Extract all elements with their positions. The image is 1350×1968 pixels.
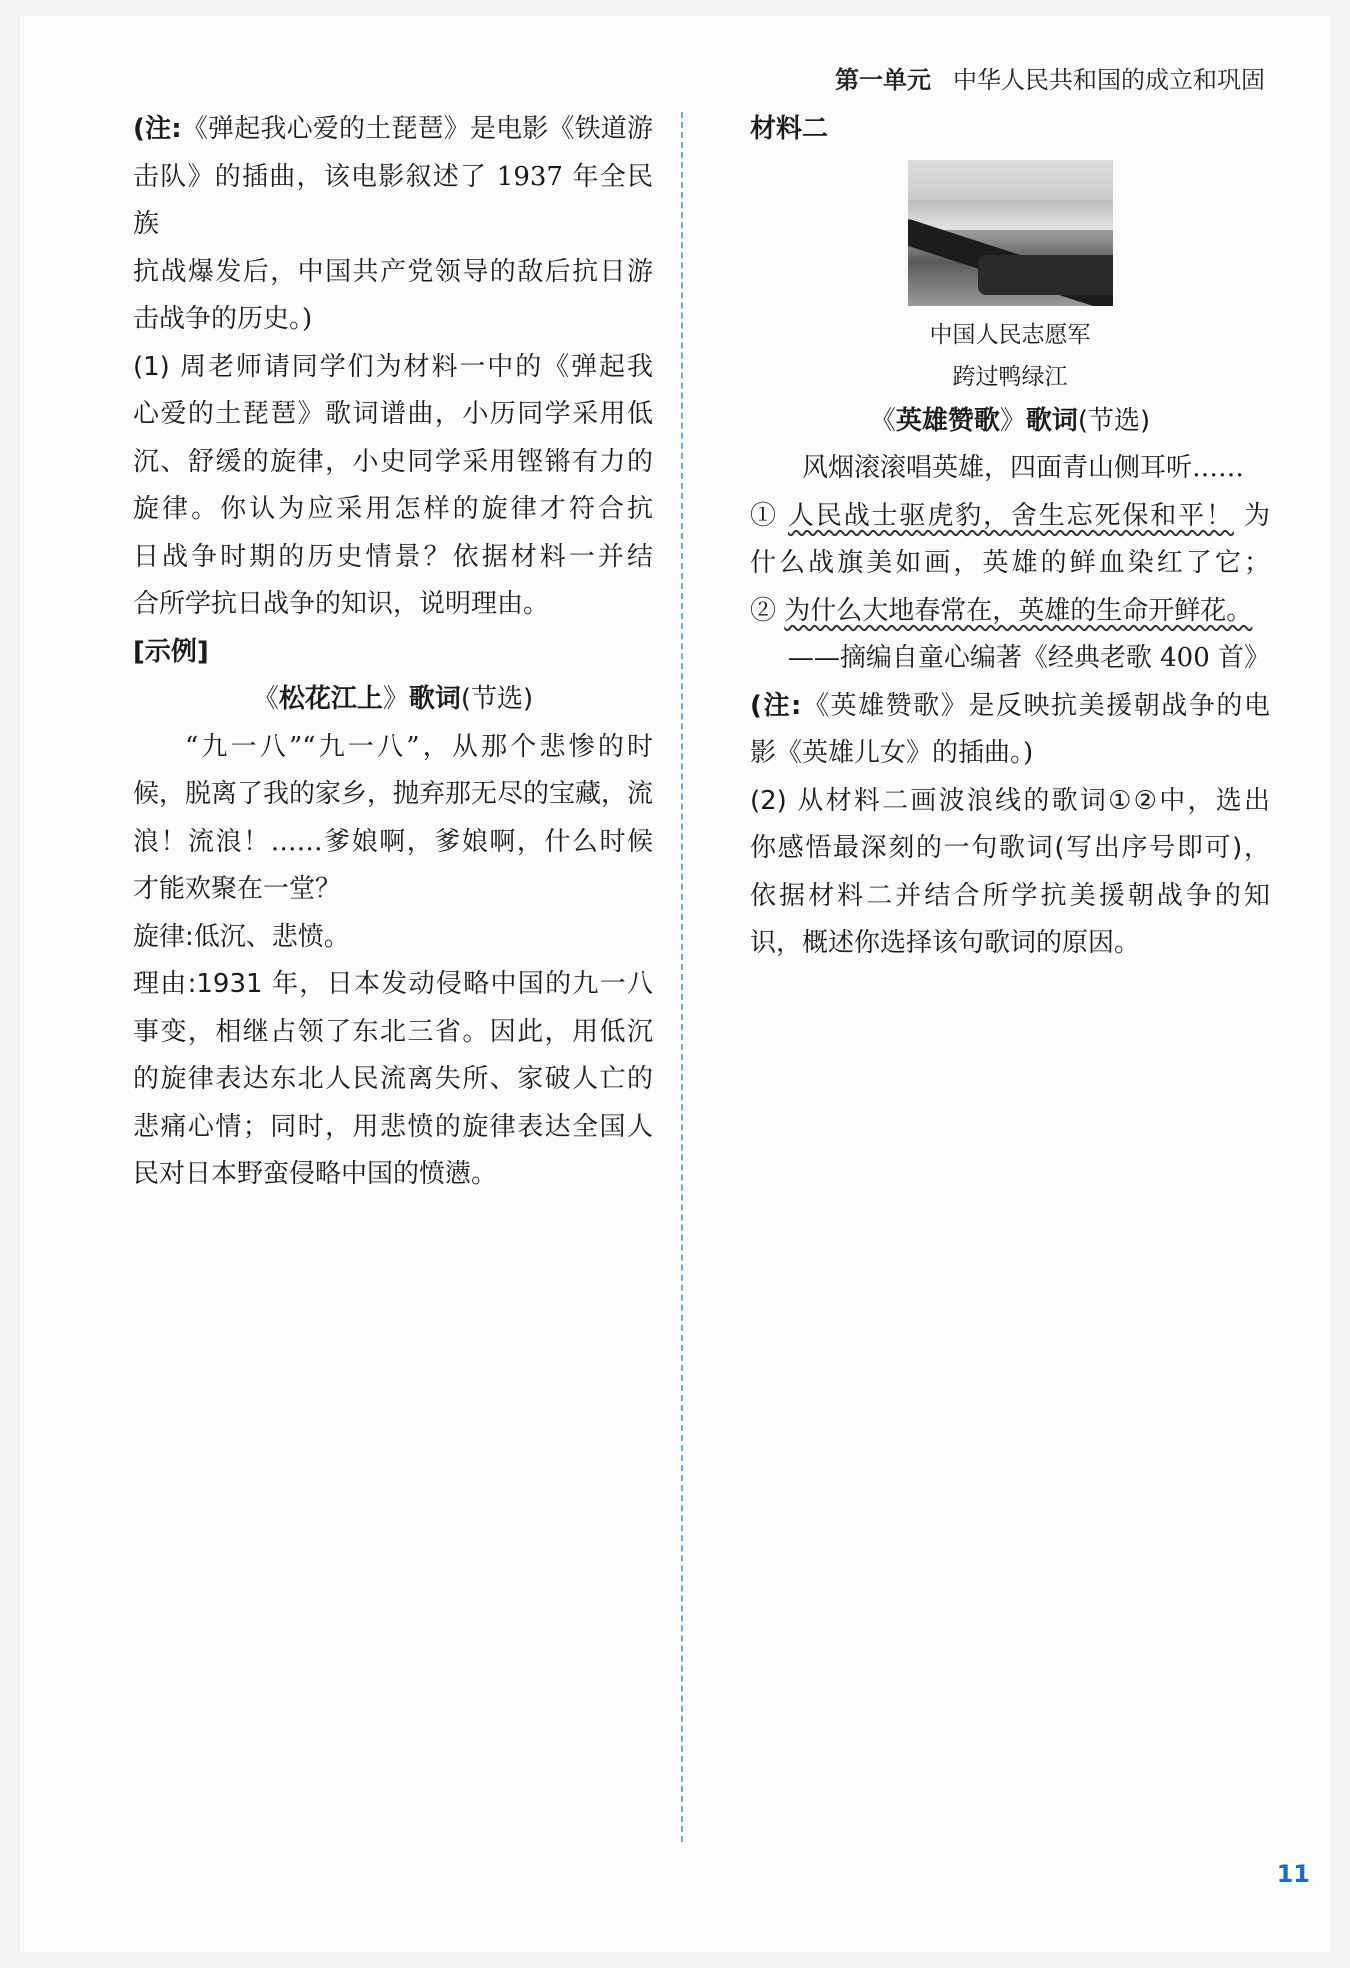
question-2-line: 你感悟最深刻的一句歌词(写出序号即可)， xyxy=(750,833,1270,863)
note-line: 影《英雄儿女》的插曲。) xyxy=(750,738,1034,768)
right-column xyxy=(750,106,1270,968)
wavy-lyric-2: 为什么大地春常在，英雄的生命开鲜花。 xyxy=(784,595,1253,626)
bracket: 《 xyxy=(252,684,279,714)
lyric-line: 候，脱离了我的家乡，抛弃那无尽的宝藏，流 xyxy=(133,779,654,809)
material-two-label: 材料二 xyxy=(750,114,829,144)
lyric-line: 什么战旗美如画，英雄的鲜血染红了它； xyxy=(750,548,1270,578)
lyric-line: 浪！流浪！……爹娘啊，爹娘啊，什么时候 xyxy=(133,826,653,857)
song2-title xyxy=(750,398,1270,446)
lyric-line: 风烟滚滚唱英雄，四面青山侧耳听…… xyxy=(802,453,1245,483)
page-number: 11 xyxy=(1276,1860,1310,1888)
volunteer-army-photo xyxy=(908,160,1113,306)
photo-caption-line: 中国人民志愿军 xyxy=(929,321,1091,348)
photo-river xyxy=(908,200,1113,230)
column-divider xyxy=(681,112,683,1842)
note-line xyxy=(750,683,1270,731)
bracket: 》 xyxy=(999,405,1026,436)
photo-caption xyxy=(750,314,1270,398)
melody-answer: 旋律:低沉、悲愤。 xyxy=(133,921,350,952)
song2-name: 英雄赞歌 xyxy=(895,405,1000,436)
reason-line: 事变，相继占领了东北三省。因此，用低沉 xyxy=(133,1016,653,1047)
lyric-line: “九一八”“九一八”，从那个悲惨的时 xyxy=(185,731,653,762)
lyric-fragment: 为 xyxy=(1244,500,1271,531)
note-line xyxy=(133,106,653,154)
song1-suffix: 歌词 xyxy=(408,684,461,714)
note-text: 《弹起我心爱的土琵琶》是电影《铁道游 xyxy=(181,114,653,144)
song2-excerpt: (节选) xyxy=(1077,405,1151,436)
song1-title xyxy=(133,676,653,724)
reason-line: 民对日本野蛮侵略中国的愤懑。 xyxy=(133,1159,498,1189)
marker-1: ① xyxy=(750,500,778,531)
page-header xyxy=(835,60,1265,95)
lyrics-source: ——摘编自童心编著《经典老歌 400 首》 xyxy=(787,643,1270,673)
note-line: 击队》的插曲，该电影叙述了 1937 年全民族 xyxy=(133,161,653,239)
photo-caption-line: 跨过鸭绿江 xyxy=(952,363,1068,390)
marker-2: ② xyxy=(750,595,777,626)
bracket: 》 xyxy=(382,684,409,714)
question-2-line: (2) 从材料二画波浪线的歌词①②中，选出 xyxy=(750,785,1270,816)
note-label: (注: xyxy=(750,690,802,721)
song2-suffix: 歌词 xyxy=(1025,405,1078,436)
note-text: 《英雄赞歌》是反映抗美援朝战争的电 xyxy=(801,690,1270,721)
reason-line: 的旋律表达东北人民流离失所、家破人亡的 xyxy=(133,1064,653,1094)
question-1-line: (1) 周老师请同学们为材料一中的《弹起我 xyxy=(133,351,653,382)
wavy-lyric-1: 人民战士驱虎豹，舍生忘死保和平！ xyxy=(788,500,1234,531)
question-1-line: 日战争时期的历史情景？依据材料一并结 xyxy=(133,541,653,572)
left-column xyxy=(133,106,653,1199)
song1-excerpt: (节选) xyxy=(460,684,534,714)
question-1-line: 合所学抗日战争的知识，说明理由。 xyxy=(133,589,550,619)
bracket: 《 xyxy=(869,405,896,436)
note-line: 抗战爆发后，中国共产党领导的敌后抗日游 xyxy=(133,256,653,287)
note-line: 击战争的历史。) xyxy=(133,304,313,334)
reason-line: 悲痛心情；同时，用悲愤的旋律表达全国人 xyxy=(133,1111,653,1142)
lyric-line xyxy=(750,588,1270,636)
question-1-line: 沉、舒缓的旋律，小史同学采用铿锵有力的 xyxy=(133,446,653,477)
lyric-line xyxy=(750,493,1270,541)
unit-title: 中华人民共和国的成立和巩固 xyxy=(953,66,1265,94)
question-1-line: 心爱的土琵琶》歌词谱曲，小历同学采用低 xyxy=(133,399,653,429)
song1-name: 松花江上 xyxy=(278,684,383,714)
question-2-line: 依据材料二并结合所学抗美援朝战争的知 xyxy=(750,880,1270,911)
question-2-line: 识，概述你选择该句歌词的原因。 xyxy=(750,928,1141,958)
unit-label: 第一单元 xyxy=(835,66,931,94)
reason-line: 理由:1931 年，日本发动侵略中国的九一八 xyxy=(133,969,653,999)
note-label: (注: xyxy=(133,114,182,144)
example-label: [示例] xyxy=(133,636,209,667)
lyric-line: 才能欢聚在一堂？ xyxy=(133,874,342,904)
photo-shore xyxy=(978,255,1113,295)
question-1-line: 旋律。你认为应采用怎样的旋律才符合抗 xyxy=(133,494,653,524)
